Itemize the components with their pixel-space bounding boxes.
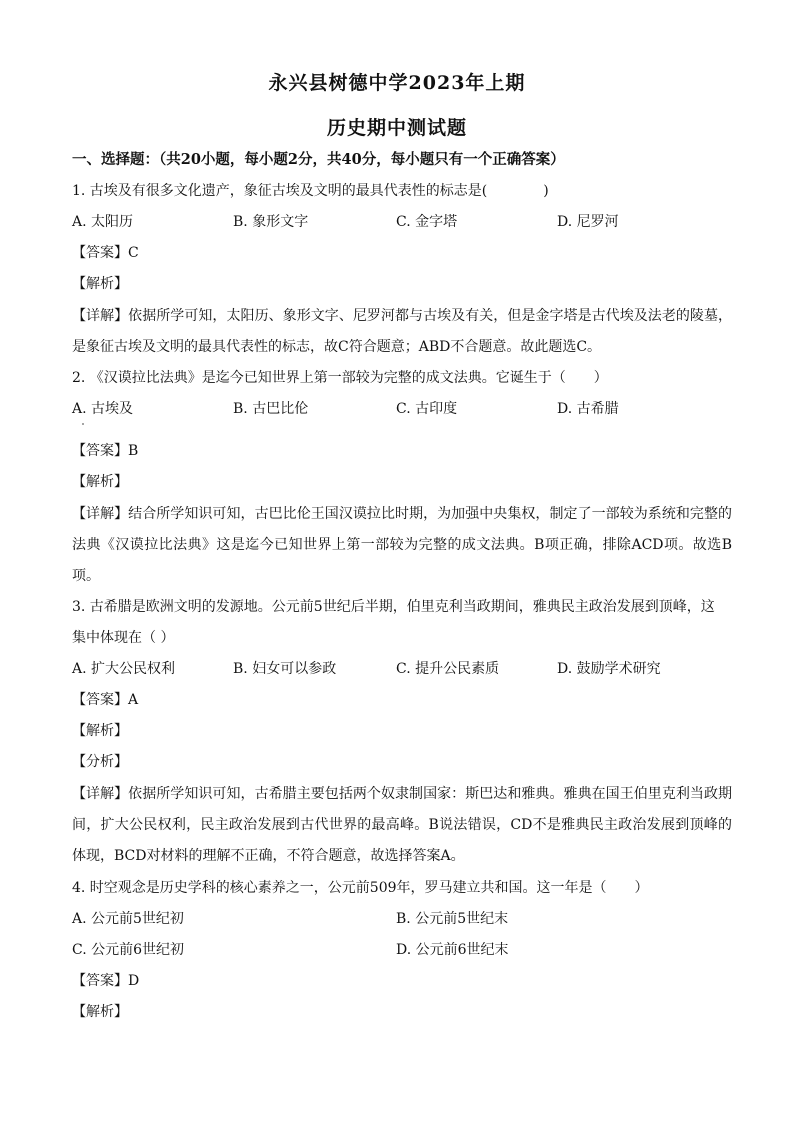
question-3-option-c: C. 提升公民素质 [396,661,500,677]
question-1-detail: 【详解】依据所学可知，太阳历、象形文字、尼罗河都与古埃及有关，但是金字塔是古代埃及法老的陵墓，是象征古埃及文明的最具代表性的标志，故C符合题意；ABD不合题意。故此题选C。 [72,308,732,355]
question-4-answer: 【答案】D [72,973,140,989]
question-3-answer: 【答案】A [72,692,139,708]
school-title: 永兴县树德中学2023年上期 [268,72,526,94]
question-3-option-b: B. 妇女可以参政 [233,661,337,677]
question-1-option-a: A. 太阳历 [72,214,134,230]
question-2-option-a: A. 古埃及 [72,401,134,417]
question-3-stem-line-2: 集中体现在（ ） [72,630,175,646]
question-4-option-c: C. 公元前6世纪初 [72,942,185,958]
question-2-option-b: B. 古巴比伦 [233,401,309,417]
exam-title: 历史期中测试题 [326,117,467,139]
question-1-stem: 1. 古埃及有很多文化遗产，象征古埃及文明的最具代表性的标志是( ) [72,183,549,199]
question-3-option-d: D. 鼓励学术研究 [557,661,661,677]
stray-dot [82,423,84,425]
question-4-option-b: B. 公元前5世纪末 [396,911,509,927]
question-2-answer: 【答案】B [72,443,139,459]
question-3-analysis-label: 【解析】 [72,723,128,739]
question-3-fenxi-label: 【分析】 [72,754,128,770]
question-2-detail: 【详解】结合所学知识可知，古巴比伦王国汉谟拉比时期，为加强中央集权，制定了一部较为系统和完整的法典《汉谟拉比法典》这是迄今已知世界上第一部较为完整的成文法典。B项正确，排除ACD项。故选B项。 [72,506,732,584]
section-heading: 一、选择题：（共20小题，每小题2分，共40分，每小题只有一个正确答案） [72,151,565,168]
question-2-option-c: C. 古印度 [396,401,458,417]
question-4-option-d: D. 公元前6世纪末 [396,942,509,958]
question-3-option-a: A. 扩大公民权利 [72,661,176,677]
question-1-option-b: B. 象形文字 [233,214,309,230]
question-2-analysis-label: 【解析】 [72,474,128,490]
question-4-stem: 4. 时空观念是历史学科的核心素养之一，公元前509年，罗马建立共和国。这一年是（ ） [72,880,649,896]
question-1-option-d: D. 尼罗河 [557,214,619,230]
question-4-analysis-label: 【解析】 [72,1004,128,1020]
question-3-detail: 【详解】依据所学知识可知，古希腊主要包括两个奴隶制国家：斯巴达和雅典。雅典在国王伯里克利当政期间，扩大公民权利，民主政治发展到古代世界的最高峰。B说法错误，CD不是雅典民主政治发展到顶峰的体现，BCD对材料的理解不正确，不符合题意，故选择答案A。 [72,786,732,864]
question-2-option-d: D. 古希腊 [557,401,619,417]
question-1-analysis-label: 【解析】 [72,276,128,292]
question-3-stem-line-1: 3. 古希腊是欧洲文明的发源地。公元前5世纪后半期，伯里克利当政期间，雅典民主政治发展到顶峰，这 [72,599,715,615]
question-1-option-c: C. 金字塔 [396,214,458,230]
question-4-option-a: A. 公元前5世纪初 [72,911,184,927]
question-1-answer: 【答案】C [72,245,139,261]
question-2-stem: 2. 《汉谟拉比法典》是迄今已知世界上第一部较为完整的成文法典。它诞生于（ ） [72,370,608,386]
